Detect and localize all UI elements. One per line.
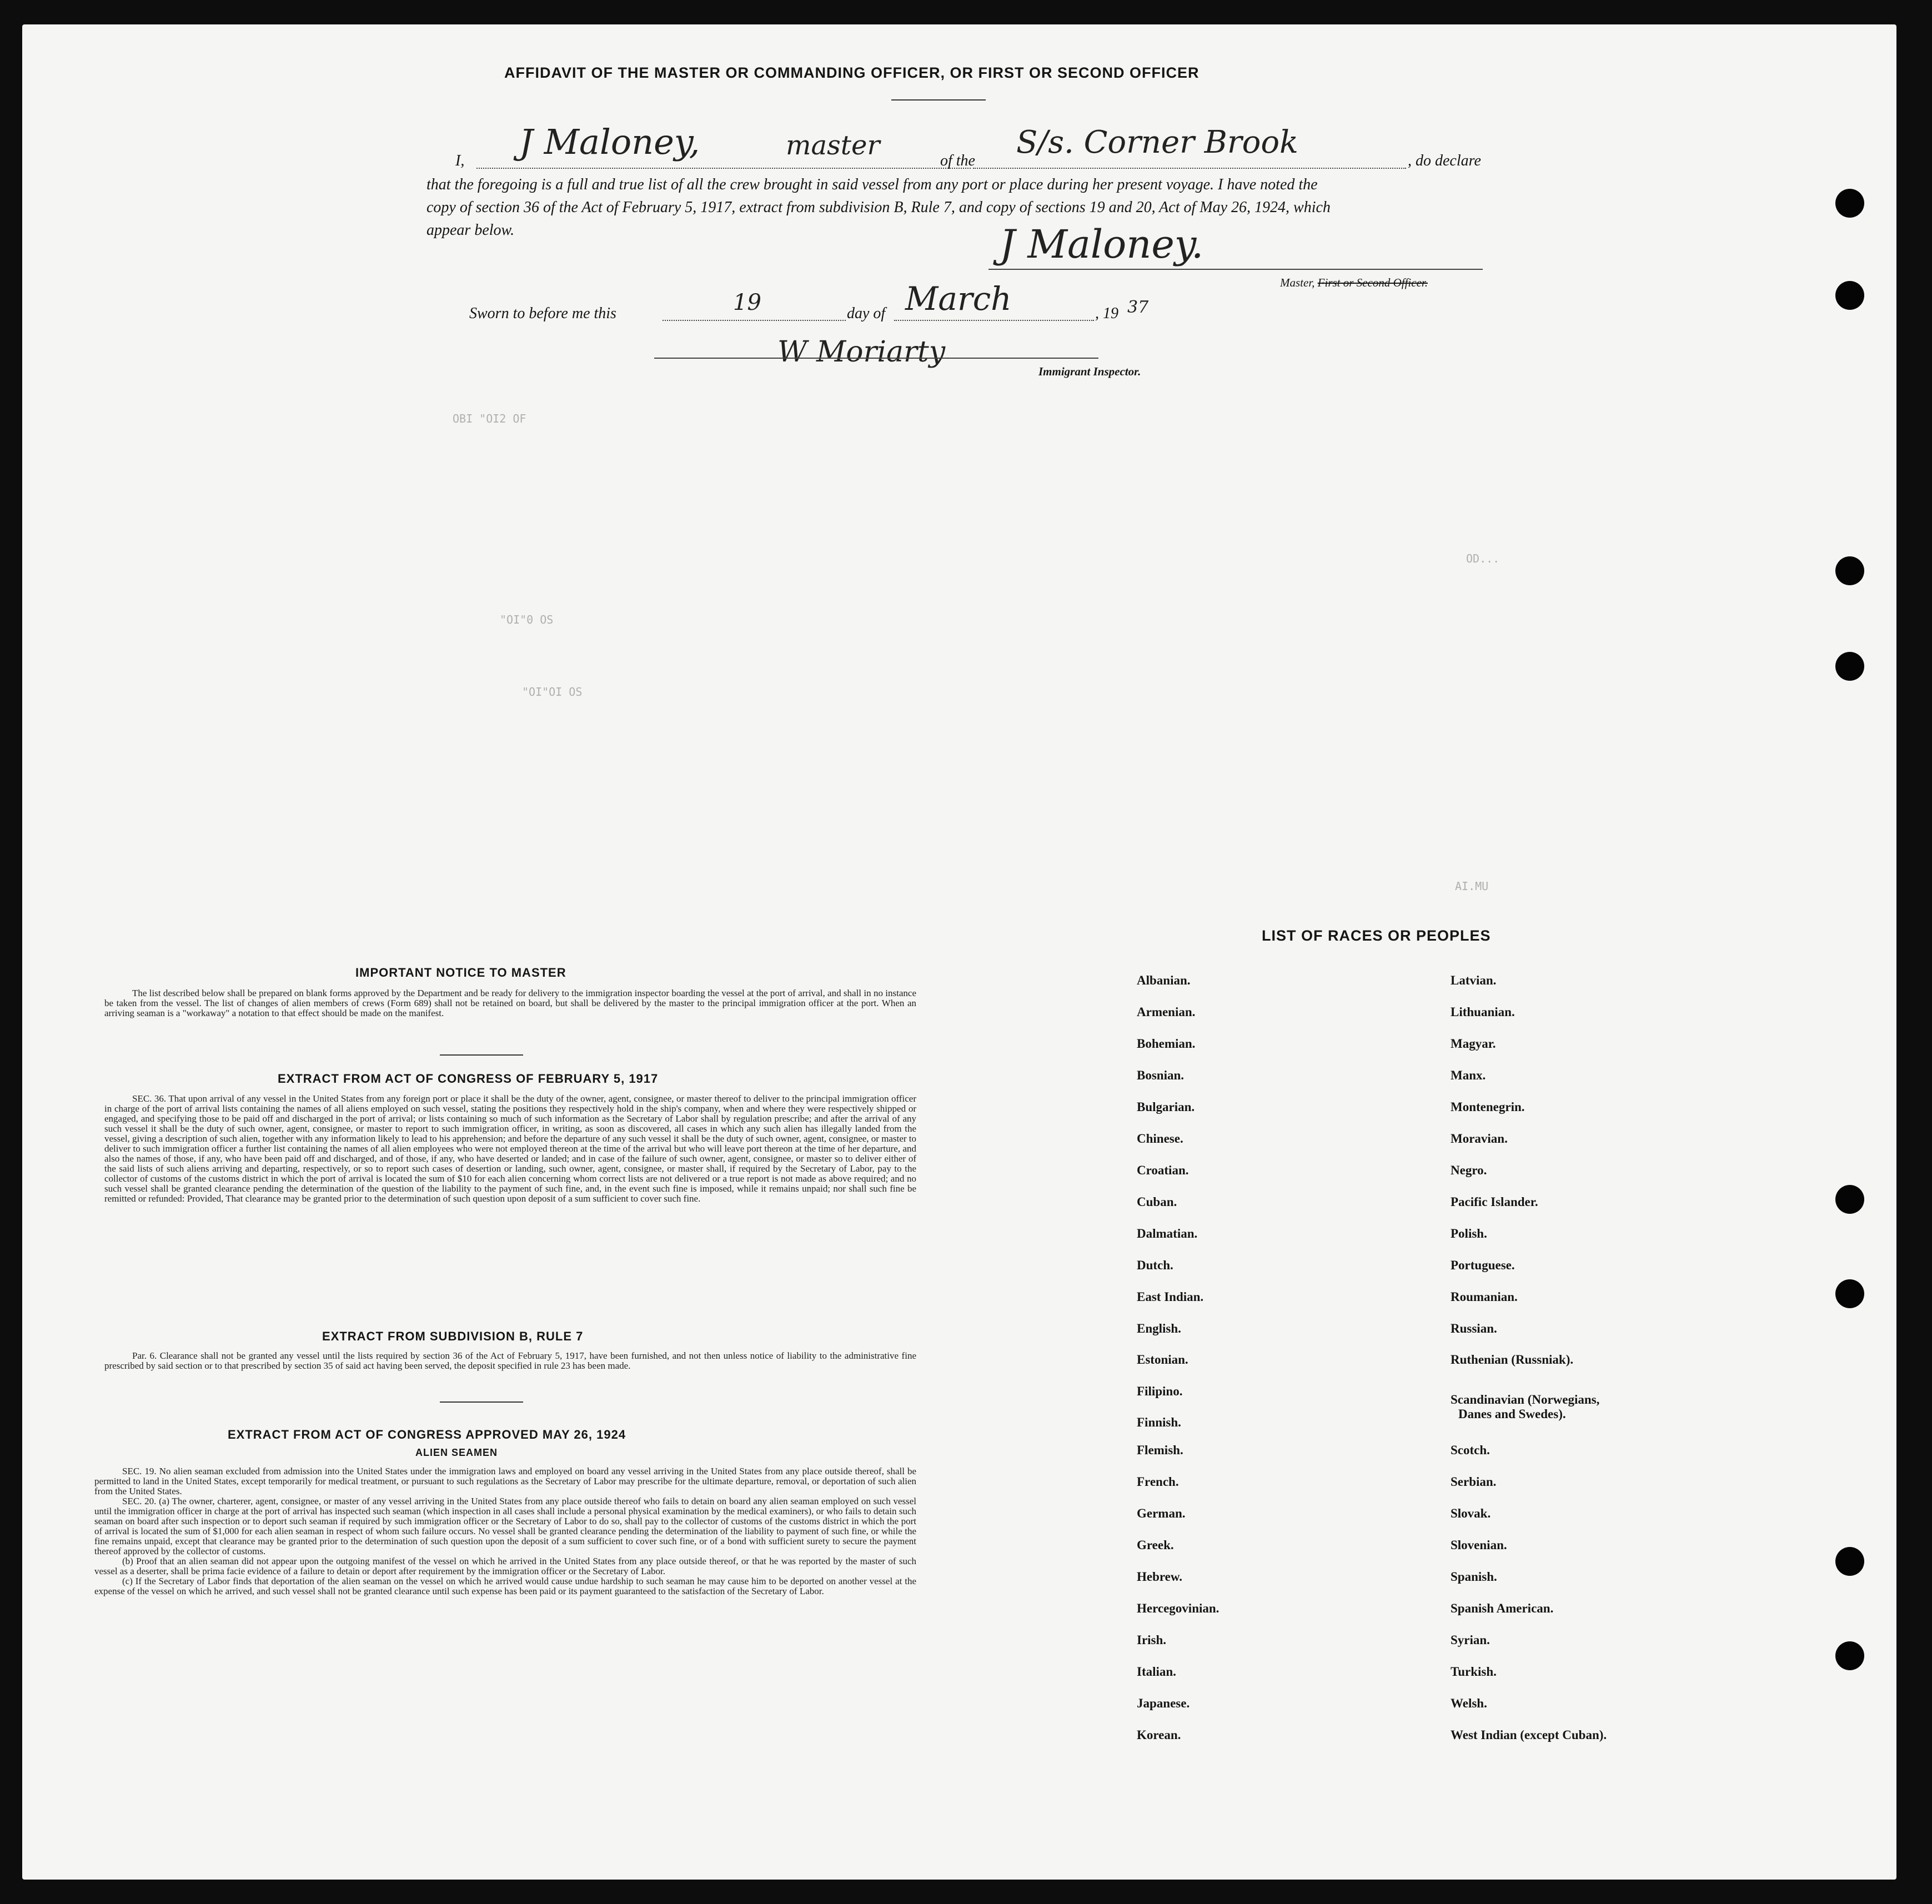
vessel-fill-line: [973, 168, 1406, 169]
race-item: Montenegrin.: [1451, 1100, 1525, 1114]
master-name-handwritten: J Maloney,: [519, 122, 700, 162]
race-item: Scandinavian (Norwegians,: [1451, 1393, 1600, 1406]
of-the-label: of the: [940, 152, 975, 169]
signature-line: [988, 269, 1483, 270]
punch-hole-icon: [1835, 1279, 1864, 1308]
race-item: Danes and Swedes).: [1458, 1407, 1566, 1421]
race-item: Turkish.: [1451, 1665, 1497, 1679]
race-item: West Indian (except Cuban).: [1451, 1728, 1607, 1742]
bleed-through-mark: "OI"0 OS: [500, 613, 554, 626]
race-item: Finnish.: [1137, 1415, 1181, 1429]
role-handwritten: master: [786, 130, 880, 161]
punch-hole-icon: [1835, 1547, 1864, 1576]
race-item: Albanian.: [1137, 973, 1191, 987]
punch-hole-icon: [1835, 1185, 1864, 1214]
extract-1924-body: [94, 1466, 916, 1596]
notice-body: [104, 988, 916, 1018]
extract-1917-text: SEC. 36. That upon arrival of any vessel in the United States from any foreign port or place it shall be the duty of the owner, agent, consignee, or master thereof to deliver to the principal immigration officer in charge of the port of arrival lists containing the names of all aliens employed on such vessel, stating the positions they respectively hold in the ship's company, when and where they were respectively shipped or engaged, and specifying those to be paid off and discharged in the port of arrival; or lists containing so much of such information as the Secretary of Labor shall by regulation prescribe; and after the arrival of any such vessel it shall be the duty of such owner, agent, consignee, or master to report to such immigration officer, in writing, as soon as discovered, all cases in which any such alien has illegally landed from the vessel, giving a description of such alien, together with any information likely to lead to his apprehension; and before the departure of any such vessel it shall be the duty of such owner, agent, consignee, or master to deliver to such immigration officer a further list containing the names of all alien employees who were not employed thereon at the time of the arrival but who will leave port thereon at the time of her departure, and also the names of those, if any, who have been paid off and discharged, and of those, if any, who have deserted or landed; and in case of the failure of such owner, agent, consignee, or master so to deliver either of the said lists of such aliens arriving and departing, respectively, or so to report such cases of desertion or landing, such owner, agent, consignee, or master shall, if required by the Secretary of Labor, pay to the collector of customs of the customs district in which the port of arrival is located the sum of $10 for each alien concerning whom correct lists are not delivered or a true report is not made as above required; and no such vessel shall be granted clearance pending the determination of the question of the liability to the payment of such fine, and, in the event such fine is imposed, while it remains unpaid; nor shall such fine be remitted or refunded: Provided, That clearance may be granted prior to the determination of such question upon deposit of a sum sufficient to cover such fine.: [104, 1093, 916, 1204]
race-item: Negro.: [1451, 1163, 1487, 1177]
race-item: Estonian.: [1137, 1353, 1188, 1367]
inspector-caption: Immigrant Inspector.: [1038, 365, 1141, 378]
rule7-body: [104, 1351, 916, 1371]
punch-hole-icon: [1835, 1641, 1864, 1670]
race-item: Bulgarian.: [1137, 1100, 1195, 1114]
extract-1924-sec20c: (c) If the Secretary of Labor finds that deportation of the alien seaman on the vessel on which he arrived would cause undue hardship to such seaman he may cause him to be deported on another vessel at the expense of the vessel on which he arrived, and such vessel shall not be granted clearance until such expense has been paid or its payment guaranteed to the satisfaction of the Secretary of Labor.: [94, 1576, 916, 1596]
race-item: Pacific Islander.: [1451, 1195, 1538, 1209]
race-item: Armenian.: [1137, 1005, 1196, 1019]
race-item: Latvian.: [1451, 973, 1497, 987]
rule7-text: Par. 6. Clearance shall not be granted any vessel until the lists required by section 36 of the Act of February 5, 1917, have been furnished, and not then unless notice of liability to the administrative fine prescribed by said section or to that prescribed by section 35 of said act having been served, the deposit specified in rule 23 has been made.: [104, 1350, 916, 1371]
caption-struck-officer: First or Second Officer.: [1317, 276, 1428, 289]
bleed-through-mark: OBI "OI2 OF: [453, 412, 526, 425]
race-item: Portuguese.: [1451, 1258, 1515, 1272]
race-item: Japanese.: [1137, 1696, 1190, 1710]
race-item: Spanish.: [1451, 1570, 1497, 1584]
rule7-divider: [440, 1401, 523, 1403]
race-item: Dutch.: [1137, 1258, 1173, 1272]
race-item: Welsh.: [1451, 1696, 1487, 1710]
race-item: Syrian.: [1451, 1633, 1490, 1647]
extract-1924-sec19: SEC. 19. No alien seaman excluded from admission into the United States under the immigration laws and employed on board any vessel arriving in the United States from any place outside thereof, shall be permitted to land in the United States, except temporarily for medical treatment, or pursuant to such regulations as the Secretary of Labor may prescribe for the ultimate departure, removal, or deportation of such alien from the United States.: [94, 1466, 916, 1496]
sworn-day-handwritten: 19: [733, 290, 761, 315]
master-signature: J Maloney.: [1000, 222, 1204, 267]
declare-label: , do declare: [1408, 152, 1481, 169]
race-item: Moravian.: [1451, 1132, 1508, 1146]
rule7-title: EXTRACT FROM SUBDIVISION B, RULE 7: [322, 1329, 584, 1343]
race-item: Slovak.: [1451, 1506, 1491, 1520]
race-item: Croatian.: [1137, 1163, 1189, 1177]
notice-title: IMPORTANT NOTICE TO MASTER: [355, 966, 566, 979]
extract-1924-sec20a: SEC. 20. (a) The owner, charterer, agent, consignee, or master of any vessel arriving in the United States from any place outside thereof who fails to detain on board any alien seaman employed on such vessel until the immigration officer in charge at the port of arrival has inspected such seaman (which inspection in all cases shall include a personal physical examination by the medical examiners), or who fails to detain such seaman on board after such inspection or to deport such seaman if required by such immigration officer or the Secretary of Labor to do so, shall pay to the collector of customs of the customs district in which the port of arrival is located the sum of $1,000 for each alien seaman in respect of whom such failure occurs. No vessel shall be granted clearance pending the determination of the liability to payment of such fine, or while the fine remains unpaid, except that clearance may be granted prior to the determination of such question upon the deposit of a sum sufficient to cover such fine, or of a bond with sufficient surety to secure the payment thereof approved by the collector of customs.: [94, 1496, 916, 1556]
race-item: Lithuanian.: [1451, 1005, 1515, 1019]
notice-text: The list described below shall be prepared on blank forms approved by the Department and be ready for delivery to the immigration inspector boarding the vessel at the port of arrival, and shall in no instance be taken from the vessel. The list of changes of alien members of crews (Form 689) shall not be retained on board, but shall be delivered by the master to the principal immigration officer at the port. When an arriving seaman is a "workaway" a notation to that effect should be made on the manifest.: [104, 988, 916, 1018]
affidavit-title: AFFIDAVIT OF THE MASTER OR COMMANDING OFFICER, OR FIRST OR SECOND OFFICER: [504, 64, 1200, 81]
affidavit-line-2: that the foregoing is a full and true list of all the crew brought in said vessel from any port or place during her present voyage. I have noted the: [426, 176, 1318, 193]
race-item: Korean.: [1137, 1728, 1181, 1742]
race-item: Spanish American.: [1451, 1601, 1554, 1615]
month-line: [894, 320, 1094, 321]
race-item: Filipino.: [1137, 1384, 1183, 1398]
title-divider: [891, 99, 986, 101]
race-item: Bosnian.: [1137, 1068, 1185, 1082]
extract-1917-body: [104, 1094, 916, 1204]
punch-hole-icon: [1835, 281, 1864, 310]
race-item: Manx.: [1451, 1068, 1486, 1082]
race-item: Scotch.: [1451, 1443, 1490, 1457]
race-item: Italian.: [1137, 1665, 1176, 1679]
affidavit-line-4: appear below.: [426, 222, 515, 239]
race-item: Serbian.: [1451, 1475, 1497, 1489]
race-item: Bohemian.: [1137, 1037, 1196, 1051]
extract-1924-sec20b: (b) Proof that an alien seaman did not appear upon the outgoing manifest of the vessel on which he arrived in the United States from any place outside thereof, or that he was reported by the master of such vessel as a deserter, shall be prima facie evidence of a failure to detain or deport after requirement by the immigration officer or the Secretary of Labor.: [94, 1556, 916, 1576]
race-item: Roumanian.: [1451, 1290, 1518, 1304]
affidavit-prefix: I,: [455, 152, 465, 169]
inspector-signature: W Moriarty: [777, 335, 946, 369]
race-item: Dalmatian.: [1137, 1227, 1198, 1240]
race-item: Irish.: [1137, 1633, 1167, 1647]
sworn-day-line: [663, 320, 846, 321]
notice-divider: [440, 1054, 523, 1056]
punch-hole-icon: [1835, 652, 1864, 681]
race-item: French.: [1137, 1475, 1179, 1489]
sworn-label: Sworn to before me this: [469, 305, 616, 322]
punch-hole-icon: [1835, 189, 1864, 218]
race-item: Flemish.: [1137, 1443, 1183, 1457]
bleed-through-mark: "OI"OI OS: [522, 685, 583, 699]
race-item: Hebrew.: [1137, 1570, 1182, 1584]
race-item: Russian.: [1451, 1322, 1497, 1335]
races-right-column: [1451, 972, 1607, 1759]
races-title: LIST OF RACES OR PEOPLES: [1262, 927, 1491, 944]
year-handwritten: 37: [1127, 298, 1149, 317]
race-item: English.: [1137, 1322, 1181, 1335]
race-item: Polish.: [1451, 1227, 1487, 1240]
punch-hole-icon: [1835, 556, 1864, 585]
day-of-label: day of: [847, 305, 886, 322]
race-item: Greek.: [1137, 1538, 1174, 1552]
race-item: Slovenian.: [1451, 1538, 1507, 1552]
year-prefix: , 19: [1095, 305, 1118, 322]
race-item: German.: [1137, 1506, 1186, 1520]
month-handwritten: March: [905, 280, 1012, 318]
extract-1924-title: EXTRACT FROM ACT OF CONGRESS APPROVED MAY 26, 1924: [228, 1428, 626, 1441]
signature-caption: [1280, 276, 1428, 290]
document-page: [22, 24, 1896, 1880]
bleed-through-mark: AI.MU: [1455, 880, 1489, 893]
bleed-through-mark: OD...: [1466, 552, 1500, 565]
extract-1924-subtitle: ALIEN SEAMEN: [415, 1447, 498, 1458]
affidavit-line-3: copy of section 36 of the Act of February 5, 1917, extract from subdivision B, Rule 7, and copy of sections 19 and 20, Act of May 26, 1924, which: [426, 199, 1331, 216]
race-item: Chinese.: [1137, 1132, 1183, 1146]
race-item: Cuban.: [1137, 1195, 1177, 1209]
caption-master: Master,: [1280, 276, 1315, 289]
extract-1917-title: EXTRACT FROM ACT OF CONGRESS OF FEBRUARY 5, 1917: [278, 1072, 659, 1086]
race-item: Hercegovinian.: [1137, 1601, 1220, 1615]
vessel-name-handwritten: S/s. Corner Brook: [1016, 124, 1298, 160]
inspector-line: [654, 358, 1098, 359]
name-fill-line: [476, 168, 971, 169]
race-item: Magyar.: [1451, 1037, 1496, 1051]
races-left-column: [1137, 972, 1219, 1759]
race-item: Ruthenian (Russniak).: [1451, 1353, 1574, 1367]
race-item: East Indian.: [1137, 1290, 1204, 1304]
